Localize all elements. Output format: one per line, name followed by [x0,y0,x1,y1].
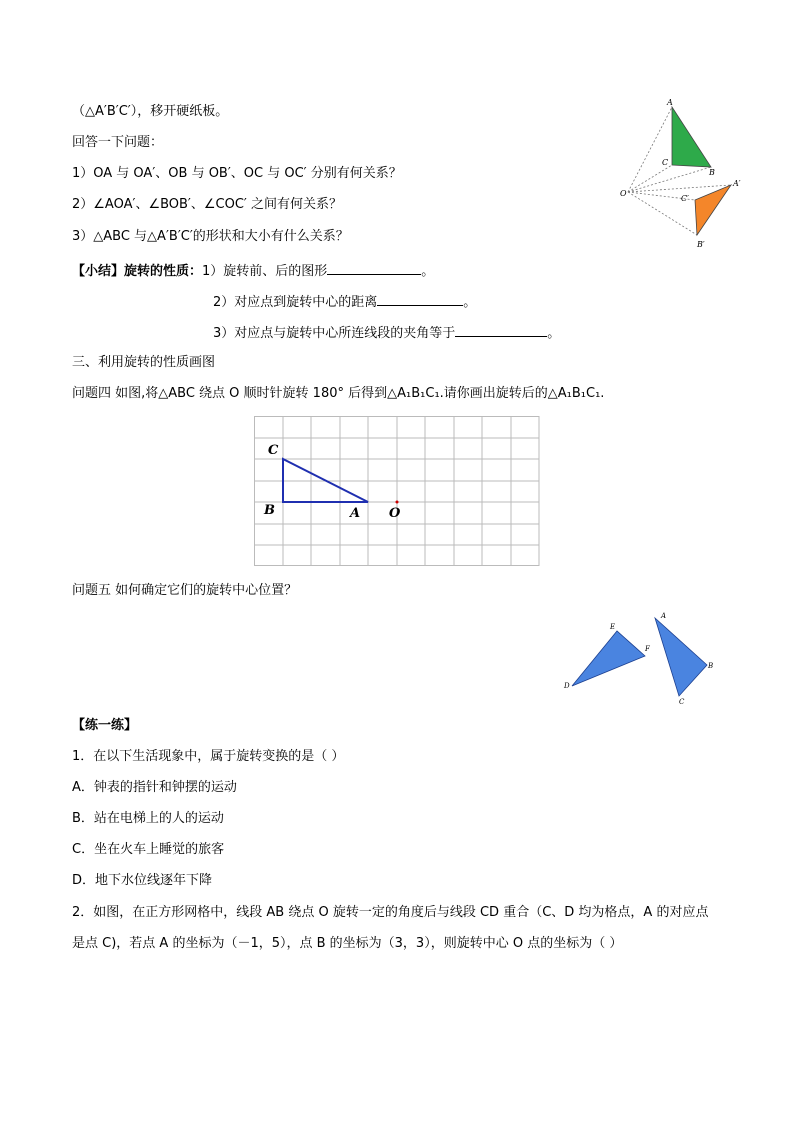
triangle-abc-right [655,618,707,696]
option-b[interactable]: B．站在电梯上的人的运动 [72,811,224,826]
question-1: 1）OA 与 OA′、OB 与 OB′、OC 与 OC′ 分别有何关系？ [72,166,402,181]
summary-item-3: 3）对应点与旋转中心所连线段的夹角等于 [213,326,456,341]
triangle-def [572,631,645,686]
summary-item-1: 1）旋转前、后的图形 [202,264,328,279]
question-3: 3）△ABC 与△A′B′C′的形状和大小有什么关系？ [72,229,349,244]
text-line-1: （△A′B′C′），移开硬纸板。 [72,104,229,119]
period: 。 [547,326,561,341]
question-four: 问题四 如图,将△ABC 绕点 O 顺时针旋转 180° 后得到△A₁B₁C₁.请你画出旋转后的△A₁B₁C₁. [72,386,605,401]
grid-label-c: C [268,443,279,458]
practice-q1: 1．在以下生活现象中，属于旋转变换的是（ ） [72,749,345,764]
summary-item-2: 2）对应点到旋转中心的距离 [213,295,378,310]
label-c: C [679,698,685,706]
two-triangles-figure [560,608,720,708]
triangle-abc [672,107,711,167]
label-a-prime: A′ [733,179,741,188]
option-c[interactable]: C．坐在火车上睡觉的旅客 [72,842,225,857]
label-c: C [662,158,669,167]
triangle-a1b1c1 [695,185,731,235]
summary-line-1 [72,260,434,281]
rotation-figure [615,95,750,255]
label-a: A [667,98,673,107]
practice-title: 【练一练】 [72,718,138,733]
label-a: A [661,612,667,620]
blank-2[interactable] [377,291,463,306]
label-d: D [564,682,570,690]
summary-tag: 【小结】旋转的性质： [72,264,203,279]
label-e: E [610,623,616,631]
label-b: B [709,168,715,177]
question-five: 问题五 如何确定它们的旋转中心位置？ [72,583,298,598]
grid-label-o: O [389,506,401,521]
summary-line-3 [213,322,560,343]
grid-label-a: A [350,506,361,521]
label-o: O [620,189,627,198]
summary-line-2 [213,291,476,312]
blank-3[interactable] [455,322,547,337]
question-2: 2）∠AOA′、∠BOB′、∠COC′ 之间有何关系？ [72,197,343,212]
grid-figure [254,416,540,566]
option-a[interactable]: A．钟表的指针和钟摆的运动 [72,780,237,795]
practice-q2-line2: 是点 C)，若点 A 的坐标为（－1，5），点 B 的坐标为（3，3），则旋转中心 O 点的坐标为（ ） [72,936,623,951]
blank-1[interactable] [327,260,421,275]
point-o [396,501,399,504]
practice-q2-line1: 2．如图，在正方形网格中，线段 AB 绕点 O 旋转一定的角度后与线段 CD 重合（C、D 均为格点，A 的对应点 [72,905,709,920]
label-b-prime: B′ [697,240,705,249]
label-b: B [708,662,714,670]
period: 。 [463,295,477,310]
section-heading: 三、利用旋转的性质画图 [72,355,216,370]
option-d[interactable]: D．地下水位线逐年下降 [72,873,213,888]
period: 。 [421,264,435,279]
text-line-2: 回答一下问题： [72,135,164,150]
grid-label-b: B [264,503,275,518]
label-c-prime: C′ [681,194,689,203]
label-f: F [645,645,650,653]
